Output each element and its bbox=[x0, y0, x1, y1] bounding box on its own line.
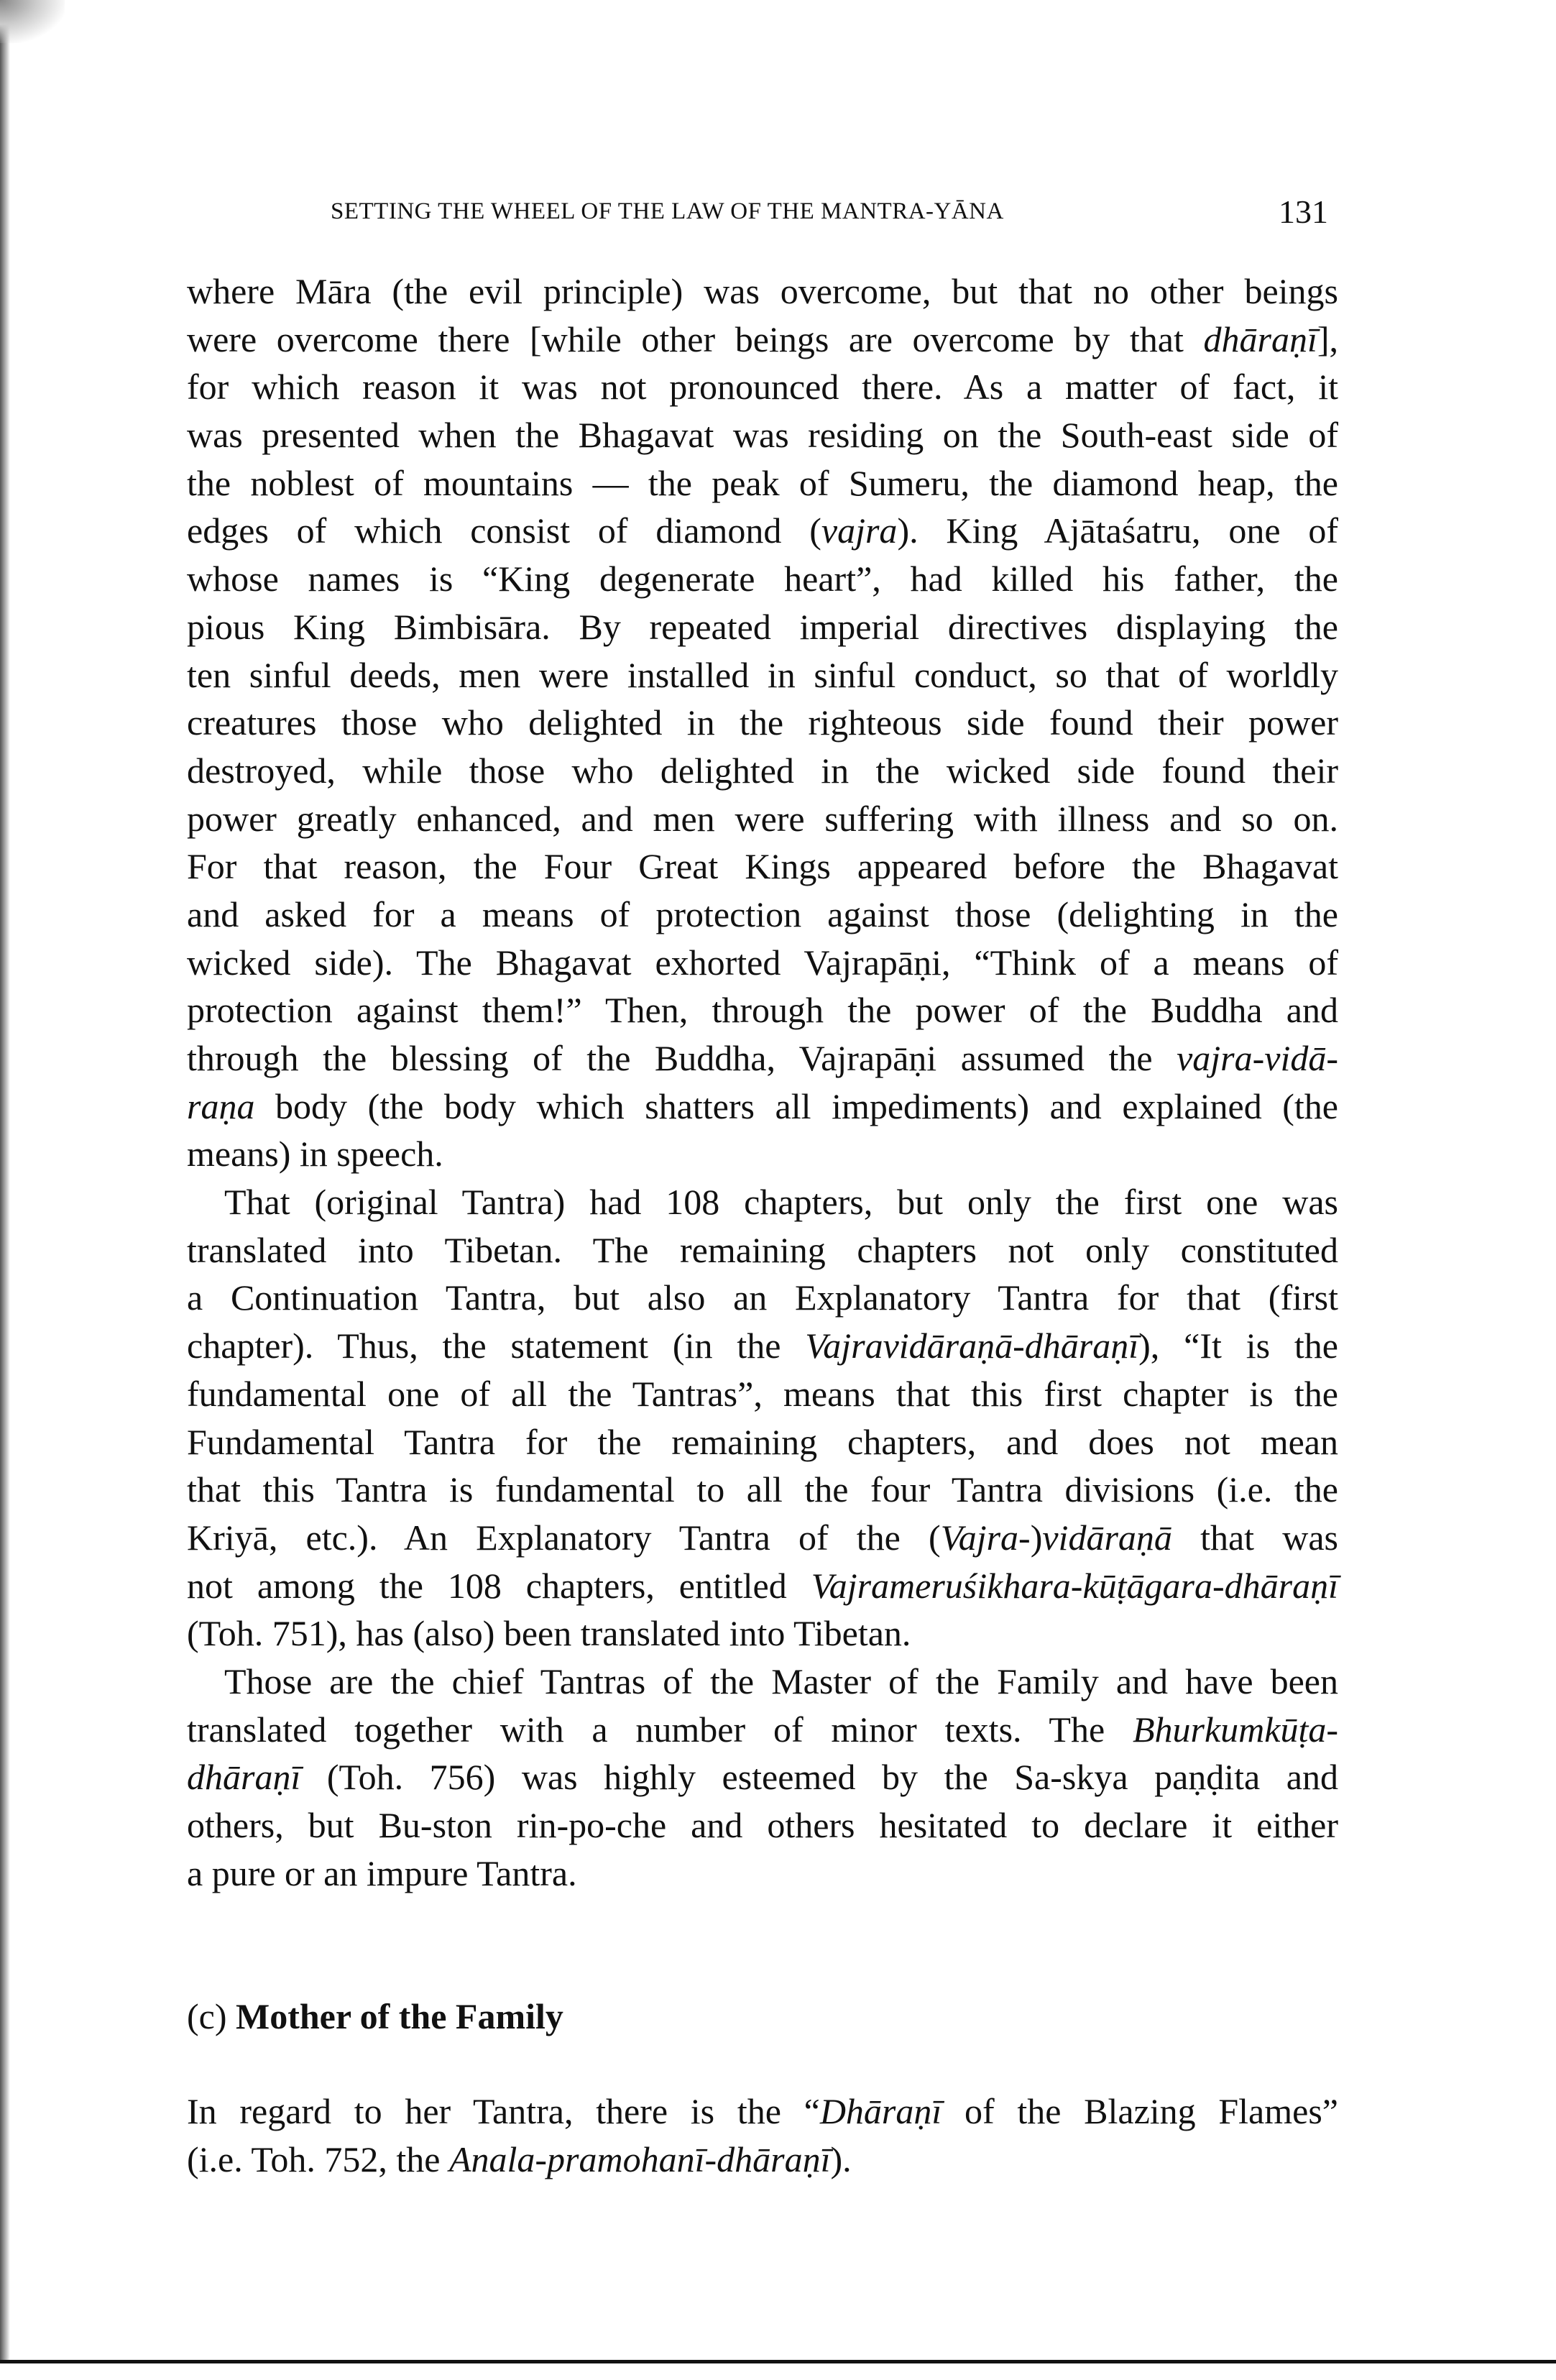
italic-term: dhāraṇī bbox=[187, 1757, 301, 1798]
text-run: Fundamental Tantra for the remaining chapters, and does not mean bbox=[187, 1421, 1338, 1462]
text-line bbox=[187, 2136, 1338, 2184]
text-run: a Continuation Tantra, but also an Explanatory Tantra for that (first bbox=[187, 1277, 1338, 1318]
text-run: translated together with a number of minor texts. The bbox=[187, 1709, 1133, 1750]
text-line bbox=[187, 411, 1338, 459]
scan-bottom-edge bbox=[0, 2360, 1556, 2380]
text-line bbox=[187, 267, 1338, 316]
text-run: through the blessing of the Buddha, Vajrapāṇi assumed the bbox=[187, 1038, 1177, 1078]
paragraph bbox=[187, 267, 1338, 1178]
text-run: ten sinful deeds, men were installed in sinful conduct, so that of worldly bbox=[187, 654, 1338, 695]
text-run: of the Blazing Flames” bbox=[942, 2091, 1338, 2131]
text-run: power greatly enhanced, and men were suffering with illness and so on. bbox=[187, 798, 1338, 839]
paragraph bbox=[187, 2087, 1338, 2183]
scan-edge-shadow bbox=[0, 0, 10, 2361]
italic-term: dhāraṇī bbox=[1203, 318, 1317, 359]
text-line bbox=[187, 1418, 1338, 1466]
text-run: Those are the chief Tantras of the Master of the Family and have been bbox=[224, 1660, 1338, 1701]
text-line bbox=[187, 1706, 1338, 1754]
text-run: creatures those who delighted in the righteous side found their power bbox=[187, 702, 1338, 743]
text-run: and asked for a means of protection against those (delighting in the bbox=[187, 893, 1338, 934]
text-line bbox=[187, 507, 1338, 555]
text-run: fundamental one of all the Tantras”, means that this first chapter is the bbox=[187, 1373, 1338, 1414]
italic-term: vajra bbox=[821, 510, 898, 551]
text-run: In regard to her Tantra, there is the “ bbox=[187, 2091, 820, 2131]
text-run: That (original Tantra) had 108 chapters, but only the first one was bbox=[224, 1182, 1338, 1223]
text-run: edges of which consist of diamond ( bbox=[187, 510, 821, 551]
text-run: the noblest of mountains — the peak of Sumeru, the diamond heap, the bbox=[187, 462, 1338, 503]
section-title: Mother of the Family bbox=[236, 1996, 563, 2036]
italic-term: Vajra- bbox=[940, 1517, 1031, 1558]
text-line bbox=[187, 1466, 1338, 1514]
text-line bbox=[187, 1226, 1338, 1274]
page-number: 131 bbox=[1279, 193, 1328, 230]
text-run: wicked side). The Bhagavat exhorted Vajrapāṇi, “Think of a means of bbox=[187, 942, 1338, 983]
running-head: SETTING THE WHEEL OF THE LAW OF THE MANTRA-YĀNA bbox=[331, 198, 1004, 224]
section-label: (c) bbox=[187, 1996, 227, 2036]
text-line bbox=[187, 891, 1338, 939]
italic-term: raṇa bbox=[187, 1085, 255, 1126]
text-run: means) in speech. bbox=[187, 1134, 443, 1175]
text-run: (Toh. 751), has (also) been translated into Tibetan. bbox=[187, 1613, 911, 1654]
text-run: that this Tantra is fundamental to all the four Tantra divisions (i.e. the bbox=[187, 1469, 1338, 1510]
text-run: for which reason it was not pronounced there. As a matter of fact, it bbox=[187, 367, 1338, 408]
paragraph bbox=[187, 1658, 1338, 1897]
italic-term: vajra-vidā- bbox=[1177, 1038, 1338, 1078]
text-run: ) bbox=[1030, 1517, 1043, 1558]
section-text bbox=[187, 2087, 1338, 2183]
text-run: For that reason, the Four Great Kings appeared before the Bhagavat bbox=[187, 846, 1338, 887]
text-line bbox=[187, 1274, 1338, 1322]
text-line bbox=[187, 1658, 1338, 1706]
text-run: where Māra (the evil principle) was overcome, but that no other beings bbox=[187, 271, 1338, 311]
text-run: (i.e. Toh. 752, the bbox=[187, 2138, 449, 2179]
italic-term: Anala-pramohanī-dhāraṇī bbox=[448, 2138, 831, 2179]
text-line bbox=[187, 986, 1338, 1034]
text-run: translated into Tibetan. The remaining chapters not only constituted bbox=[187, 1229, 1338, 1270]
text-run: not among the 108 chapters, entitled bbox=[187, 1565, 811, 1606]
text-line bbox=[187, 316, 1338, 364]
italic-term: vidāraṇā bbox=[1042, 1517, 1172, 1558]
text-line bbox=[187, 1801, 1338, 1850]
text-line bbox=[187, 1178, 1338, 1226]
text-line bbox=[187, 1850, 1338, 1898]
text-run: a pure or an impure Tantra. bbox=[187, 1852, 577, 1893]
text-run: ), “It is the bbox=[1138, 1325, 1338, 1366]
text-line bbox=[187, 747, 1338, 795]
text-line bbox=[187, 1083, 1338, 1131]
text-line bbox=[187, 1609, 1338, 1658]
text-run: Kriyā, etc.). An Explanatory Tantra of the ( bbox=[187, 1517, 941, 1558]
text-line bbox=[187, 363, 1338, 411]
text-line bbox=[187, 1753, 1338, 1801]
text-line bbox=[187, 1034, 1338, 1083]
italic-term: Vajrameruśikhara-kūṭāgara-dhāraṇī bbox=[811, 1565, 1338, 1606]
text-line bbox=[187, 1562, 1338, 1610]
italic-term: Bhurkumkūṭa- bbox=[1132, 1709, 1338, 1750]
text-run: pious King Bimbisāra. By repeated imperial directives displaying the bbox=[187, 606, 1338, 647]
text-line bbox=[187, 699, 1338, 747]
italic-term: Dhāraṇī bbox=[819, 2091, 942, 2131]
text-run: destroyed, while those who delighted in the wicked side found their bbox=[187, 750, 1338, 791]
paragraph bbox=[187, 1178, 1338, 1658]
main-text bbox=[187, 267, 1338, 1897]
text-run: ). King Ajātaśatru, one of bbox=[897, 510, 1338, 551]
text-run: body (the body which shatters all impediments) and explained (the bbox=[254, 1085, 1338, 1126]
text-line bbox=[187, 603, 1338, 651]
text-run: protection against them!” Then, through the power of the Buddha and bbox=[187, 990, 1338, 1031]
text-run: whose names is “King degenerate heart”, had killed his father, the bbox=[187, 559, 1338, 599]
text-run: ). bbox=[830, 2138, 852, 2179]
italic-term: Vajravidāraṇā-dhāraṇī bbox=[805, 1325, 1139, 1366]
text-run: was presented when the Bhagavat was residing on the South-east side of bbox=[187, 415, 1338, 456]
text-line bbox=[187, 1370, 1338, 1418]
text-line bbox=[187, 555, 1338, 603]
text-line bbox=[187, 1514, 1338, 1562]
text-run: (Toh. 756) was highly esteemed by the Sa-skya paṇḍita and bbox=[300, 1757, 1338, 1798]
text-line bbox=[187, 1322, 1338, 1370]
text-line bbox=[187, 459, 1338, 507]
text-line bbox=[187, 2087, 1338, 2136]
text-run: were overcome there [while other beings are overcome by that bbox=[187, 318, 1204, 359]
text-line bbox=[187, 842, 1338, 891]
scan-corner-shadow bbox=[0, 0, 65, 43]
text-line bbox=[187, 939, 1338, 987]
text-run: others, but Bu-ston rin-po-che and others hesitated to declare it either bbox=[187, 1805, 1338, 1845]
section-heading bbox=[187, 1995, 563, 2037]
text-line bbox=[187, 651, 1338, 699]
text-run: that was bbox=[1171, 1517, 1338, 1558]
text-run: chapter). Thus, the statement (in the bbox=[187, 1325, 806, 1366]
text-line bbox=[187, 795, 1338, 843]
text-run: ], bbox=[1317, 318, 1338, 359]
text-line bbox=[187, 1130, 1338, 1178]
